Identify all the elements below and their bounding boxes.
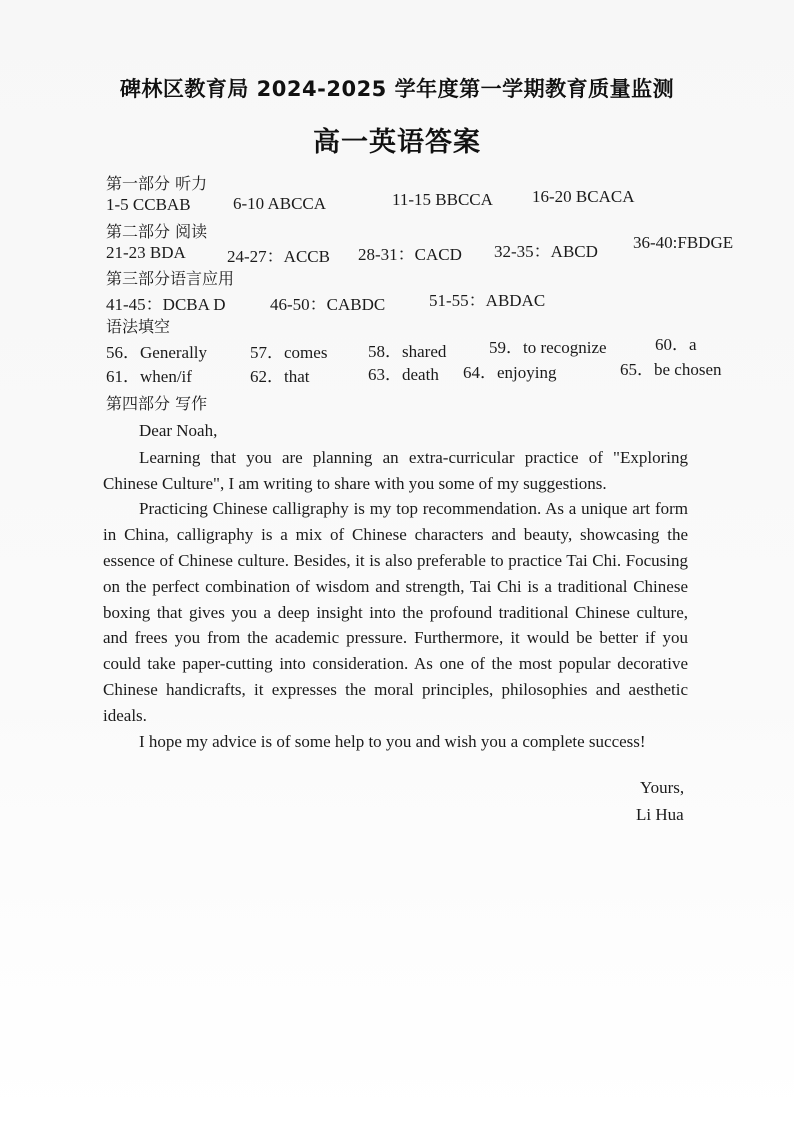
grammar-answer: 61．when/if xyxy=(106,367,192,386)
grammar-answer: 60．a xyxy=(655,335,697,354)
answer-group: 28-31：CACD xyxy=(358,245,462,264)
essay-paragraph: Learning that you are planning an extra-curricular practice of "Exploring Chinese Culture", I am writing to share with you some of my suggestions. xyxy=(103,447,688,493)
answer-group: 6-10 ABCCA xyxy=(233,194,327,213)
essay-signature: Li Hua xyxy=(636,805,684,824)
grammar-answer: 64．enjoying xyxy=(463,363,557,382)
answer-group: 32-35：ABCD xyxy=(494,242,598,261)
answer-group: 16-20 BCACA xyxy=(532,187,635,206)
answer-group: 41-45：DCBA D xyxy=(106,295,226,314)
part4-heading: 第四部分 写作 xyxy=(106,394,208,413)
essay-closing: Yours, xyxy=(640,778,685,797)
essay-paragraph: Practicing Chinese calligraphy is my top recommendation. As a unique art form in China, calligraphy is a mix of Chinese characters and beauty, showcasing the essence of Chinese culture. Besides, it is also preferable to practice Tai Chi. Focusing on the perfect combination of wisdom and strength, Tai Chi is a traditional Chinese boxing that gives you a deep insight into the profound traditional Chinese culture, and frees you from the academic pressure. Furthermore, it would be better if you could take paper-cutting into consideration. As one of the most popular decorative Chinese handicrafts, it expresses the moral principles, philosophies and aesthetic ideals. xyxy=(103,499,688,725)
grammar-answer: 63．death xyxy=(368,365,439,384)
part2-heading: 第二部分 阅读 xyxy=(106,222,208,241)
grammar-answer: 57．comes xyxy=(250,343,328,362)
answer-group: 11-15 BBCCA xyxy=(392,190,493,209)
answer-group: 21-23 BDA xyxy=(106,243,186,262)
answer-group: 1-5 CCBAB xyxy=(106,195,191,214)
answer-group: 36-40:FBDGE xyxy=(633,233,734,252)
answer-group: 51-55：ABDAC xyxy=(429,291,546,310)
essay-paragraph: I hope my advice is of some help to you and wish you a complete success! xyxy=(139,731,646,751)
answer-group: 24-27：ACCB xyxy=(227,247,330,266)
essay-salutation: Dear Noah, xyxy=(139,421,218,440)
part3-heading: 第三部分语言应用 xyxy=(106,269,235,288)
grammar-heading: 语法填空 xyxy=(106,317,171,336)
grammar-answer: 65．be chosen xyxy=(620,360,722,379)
grammar-answer: 56．Generally xyxy=(106,343,208,362)
answer-group: 46-50：CABDC xyxy=(270,295,386,314)
document-title: 碑林区教育局 2024-2025 学年度第一学期教育质量监测 xyxy=(119,77,675,101)
grammar-answer: 58．shared xyxy=(368,342,447,361)
sample-essay xyxy=(103,418,688,754)
document-subtitle: 高一英语答案 xyxy=(313,127,481,158)
grammar-answer: 59．to recognize xyxy=(489,338,607,357)
part1-heading: 第一部分 听力 xyxy=(106,174,208,193)
grammar-answer: 62．that xyxy=(250,367,310,386)
